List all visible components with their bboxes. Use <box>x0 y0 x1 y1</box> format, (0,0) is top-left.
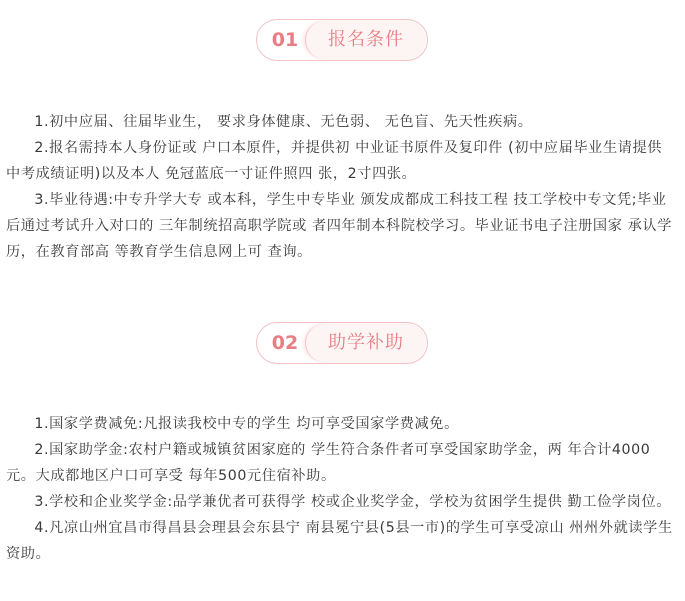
section-number: 02 <box>271 332 299 354</box>
paragraph: 1.初中应届、往届毕业生， 要求身体健康、无色弱、 无色盲、先天性疾病。 <box>34 114 533 130</box>
section-body-01 <box>0 109 685 265</box>
section-title: 报名条件 <box>328 29 404 50</box>
section-title-pill <box>305 21 426 59</box>
section-number: 01 <box>271 29 299 51</box>
paragraph: 3.毕业待遇:中专升学大专 或本科，学生中专毕业 颁发成都成工科技工程 技工学校中专文凭;毕业 后通过考试升入对口的 三年制统招高职学院或 者四年制本科院校学习。毕业证书电子注册国家 承认学历，在教育部高 等教育学生信息网上可 查询。 <box>6 192 672 260</box>
paragraph: 3.学校和企业奖学金:品学兼优者可获得学 校或企业奖学金，学校为贫困学生提供 勤工俭学岗位。 <box>34 494 672 510</box>
paragraph: 1.国家学费减免:凡报读我校中专的学生 均可享受国家学费减免。 <box>34 416 459 432</box>
section-header-01 <box>256 19 428 61</box>
section-body-02 <box>0 411 685 567</box>
section-title-pill <box>305 324 426 362</box>
section-header-02 <box>256 322 428 364</box>
paragraph: 2.国家助学金:农村户籍或城镇贫困家庭的 学生符合条件者可享受国家助学金，两 年合计4000元。大成都地区户口可享受 每年500元住宿补助。 <box>6 442 651 484</box>
paragraph: 4.凡凉山州宜昌市得昌县会理县会东县宁 南县冕宁县(5县一市)的学生可享受凉山 州州外就读学生资助。 <box>6 520 673 562</box>
paragraph: 2.报名需持本人身份证或 户口本原件，并提供初 中业证书原件及复印件 (初中应届毕业生请提供 中考成绩证明)以及本人 免冠蓝底一寸证件照四 张，2寸四张。 <box>6 140 663 182</box>
section-title: 助学补助 <box>328 332 404 353</box>
